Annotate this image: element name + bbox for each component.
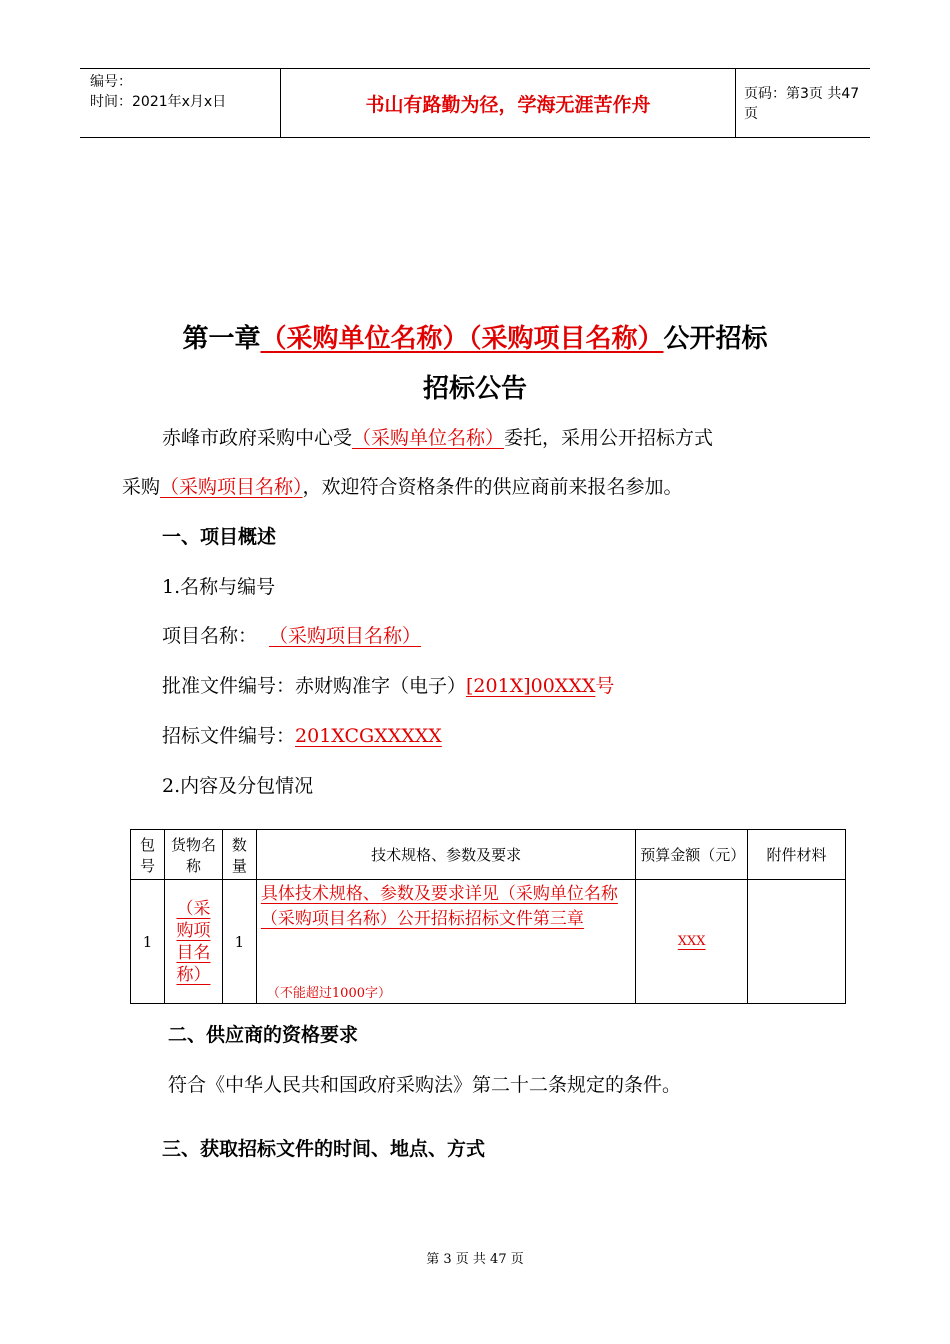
section1-sub1: 1.名称与编号 (162, 576, 276, 598)
cell-budget: XXX (636, 880, 748, 1004)
chapter-subtitle: 招标公告 (422, 374, 527, 404)
cell-attachment (748, 880, 846, 1004)
title-suffix: 公开招标 (663, 324, 768, 354)
intro-project-name: （采购项目名称） (160, 476, 303, 498)
intro-text: 委托，采用公开招标方式 (504, 427, 714, 449)
cell-goods: （采购项目名称） (164, 880, 222, 1004)
bid-doc-value: 201XCGXXXXX (295, 725, 442, 747)
bid-doc-line (162, 721, 442, 748)
approval-suffix: 号 (595, 675, 615, 697)
title-unit: （采购单位名称） (260, 324, 469, 354)
intro-text: 赤峰市政府采购中心受 (162, 427, 353, 449)
cell-qty: 1 (222, 880, 256, 1004)
section3-heading: 三、获取招标文件的时间、地点、方式 (162, 1138, 486, 1160)
header-goods: 货物名称 (164, 830, 222, 880)
project-name-line (162, 621, 421, 648)
intro-line-2 (122, 472, 683, 499)
time-label: 时间：2021年x月x日 (90, 94, 227, 110)
table-header-row (131, 830, 846, 880)
spec-note: （不能超过1000字） (266, 986, 391, 1001)
header-budget: 预算金额（元） (636, 830, 748, 880)
project-name-label: 项目名称： (162, 625, 258, 647)
title-project: （采购项目名称） (468, 324, 664, 354)
title-prefix: 第一章 (182, 324, 261, 354)
header-qty: 数量 (222, 830, 256, 880)
section1-heading: 一、项目概述 (162, 526, 277, 548)
page-header (80, 68, 870, 138)
approval-line (162, 671, 614, 698)
approval-value: [201X]00XXX (466, 675, 596, 697)
package-table (130, 829, 846, 1004)
chapter-title (0, 318, 950, 355)
intro-line-1 (162, 423, 713, 450)
section2-text: 符合《中华人民共和国政府采购法》第二十二条规定的条件。 (168, 1074, 682, 1096)
header-page-info: 页码：第3页 共47页 (744, 86, 860, 122)
header-meta (80, 69, 280, 137)
header-spec: 技术规格、参数及要求 (256, 830, 635, 880)
section1-sub2: 2.内容及分包情况 (162, 775, 314, 797)
approval-label: 批准文件编号：赤财购准字（电子） (162, 675, 467, 697)
number-label: 编号： (90, 74, 132, 90)
section2-heading: 二、供应商的资格要求 (168, 1024, 359, 1046)
header-motto: 书山有路勤为径，学海无涯苦作舟 (280, 69, 736, 137)
spec-text: 具体技术规格、参数及要求详见（采购单位名称（采购项目名称）公开招标招标文件第三章 (260, 884, 618, 929)
intro-unit-name: （采购单位名称） (352, 427, 505, 449)
bid-doc-label: 招标文件编号： (162, 725, 296, 747)
table-row (131, 880, 846, 1004)
intro-text: 采购 (122, 476, 161, 498)
header-package: 包号 (131, 830, 165, 880)
cell-package: 1 (131, 880, 165, 1004)
intro-text: ，欢迎符合资格条件的供应商前来报名参加。 (302, 476, 683, 498)
cell-spec (256, 880, 635, 1004)
project-name-value: （采购项目名称） (269, 625, 422, 647)
page-footer: 第 3 页 共 47 页 (426, 1252, 524, 1267)
header-attachment: 附件材料 (748, 830, 846, 880)
